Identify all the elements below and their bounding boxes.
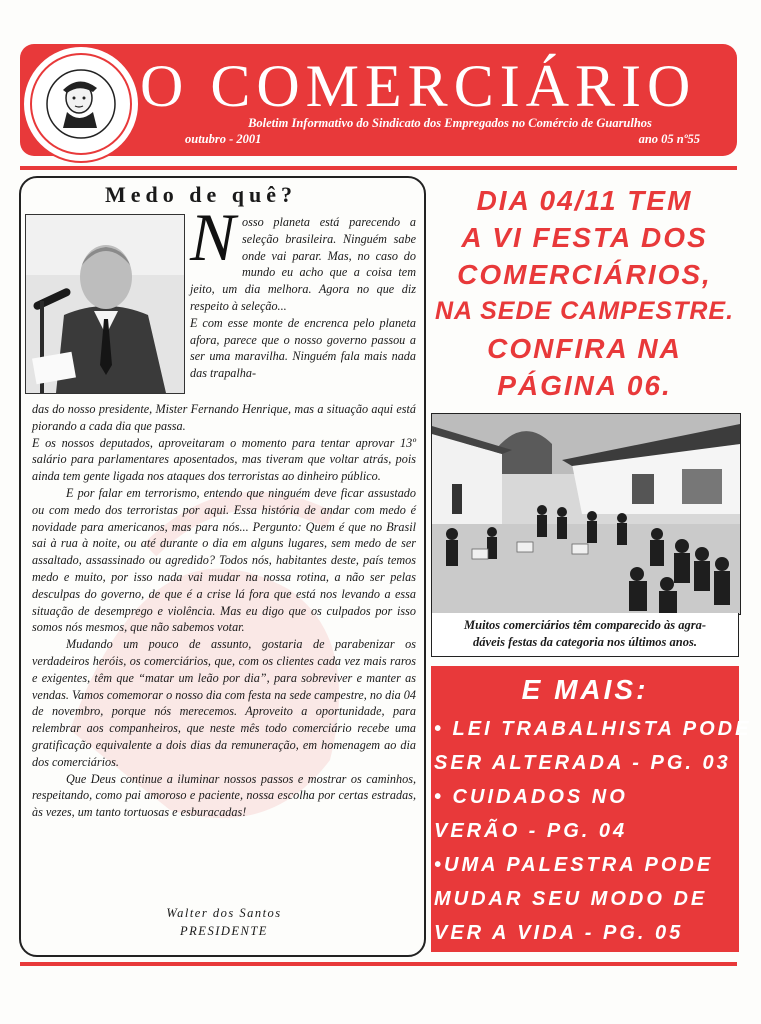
headline-line: PÁGINA 06. <box>497 370 672 401</box>
event-photo-caption <box>431 613 739 657</box>
headline-line: A VI FESTA DOS <box>461 222 708 253</box>
editorial-paragraph: E por falar em terrorismo, entendo que ninguém deve ficar assustado ou com medo dos terroristas por aqui. Essa história de andar com medo é novidade para americanos, mas para nós... Pergunto: Quem é que no Brasil sai à rua à noite, ou até durante o dia em alguns lugares, sem medo de ser assaltado, assassinado ou agredido? Todos nós, habitantes deste, país temos medo e muito, por isso nada vai mudar na nossa rotina, a não ser pelas desculpas do governo, de que é a crise lá fora que está nos levando a essa situação de desemprego e violência. Mas eu digo que os culpados por isso somos nós mesmos, que não sabemos votar. <box>32 485 416 635</box>
more-item-line: SER ALTERADA - PG. 03 <box>434 752 731 774</box>
union-seal-logo <box>24 47 138 161</box>
editorial-intro <box>190 214 416 414</box>
more-item-line: VERÃO - PG. 04 <box>434 820 628 842</box>
more-item-line: •UMA PALESTRA PODE <box>434 854 714 876</box>
headline-line: COMERCIÁRIOS, <box>457 259 712 290</box>
signature-name: Walter dos Santos <box>166 906 282 920</box>
more-item-line: • CUIDADOS NO <box>434 786 628 808</box>
editorial-paragraph: Mudando um pouco de assunto, gostaria de parabenizar os verdadeiros heróis, os comerciários, que, com os clientes cada vez mais raros e exigentes, têm que “matar um leão por dia”, para sobreviver e manter as vendas. Vamos comemorar o nosso dia com festa na sede campestre, no dia 04 de novembro, porque nós merecemos. Aproveito a oportunidade, para relembrar aos companheiros, que neste mês todo comerciário recebe uma gratificação equivalente a dois dias da remuneração, em homenagem ao dia dos comerciários. <box>32 637 416 769</box>
editorial-paragraph: das do nosso presidente, Mister Fernando Henrique, mas a situação aqui está piorando a cada dia que passa. <box>32 402 416 433</box>
drop-cap: N <box>190 199 236 275</box>
event-photo <box>431 413 741 615</box>
newsletter-title: O COMERCIÁRIO <box>140 53 697 119</box>
editorial-title: Medo de quê? <box>105 182 297 207</box>
signature-role: PRESIDENTE <box>180 924 268 938</box>
newsletter-subtitle: Boletim Informativo do Sindicato dos Empregados no Comércio de Guarulhos <box>248 116 652 130</box>
more-item-line: MUDAR SEU MODO DE <box>434 888 708 910</box>
event-headline <box>432 182 737 404</box>
issue-number: ano 05 nº55 <box>638 132 700 146</box>
editorial-paragraph: E os nossos deputados, aproveitaram o momento para tentar aprovar 13º salário para parlamentares aposentados, mas tiveram que voltar atrás, pois ainda tem gente ligada nos ataques dos terroristas ao dinheiro público. <box>32 435 416 484</box>
caption-line: dáveis festas da categoria nos últimos anos. <box>473 635 697 649</box>
headline-line: DIA 04/11 TEM <box>476 185 693 216</box>
editorial-paragraph: Que Deus continue a iluminar nossos passos e mostrar os caminhos, respeitando, como pai amoroso e paciente, nossa escolha por certas estradas, às vezes, um tanto tortuosas e esburacadas! <box>32 771 416 820</box>
bottom-divider <box>20 962 737 966</box>
more-item-line: VER A VIDA - PG. 05 <box>434 922 684 944</box>
editorial-intro-paragraph-2: E com esse monte de encrenca pelo planeta afora, parece que o nosso governo passou a ser uma maravilha. Ninguém fala mais nada das trapalha- <box>190 315 416 381</box>
issue-date: outubro - 2001 <box>185 132 262 146</box>
editorial-intro-paragraph-1: osso planeta está parecendo a seleção brasileira. Ninguém sabe onde vai parar. Mas, no caso do mundo eu acho que a coisa tem jeito, um dia melhora. Agora no que diz respeito à seleção... <box>190 215 416 313</box>
more-item-line: • LEI TRABALHISTA PODE <box>434 718 752 740</box>
headline-line: NA SEDE CAMPESTRE. <box>434 297 735 325</box>
union-seal-svg <box>27 50 135 158</box>
headline-line: CONFIRA NA <box>487 333 682 364</box>
more-inside-title: E MAIS: <box>521 674 649 705</box>
president-photo <box>25 214 185 394</box>
caption-line: Muitos comerciários têm comparecido às agra- <box>464 618 706 632</box>
top-divider <box>20 166 737 170</box>
editorial-body <box>32 401 416 901</box>
